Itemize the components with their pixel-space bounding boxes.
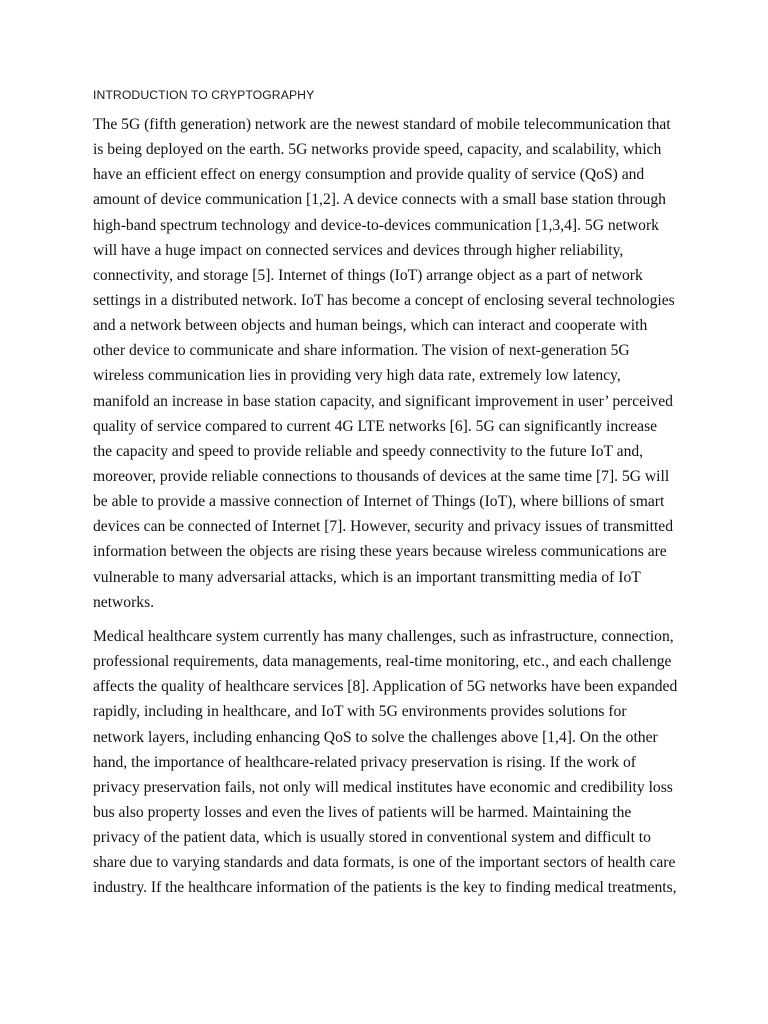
text-line: settings in a distributed network. IoT has become a concept of enclosing several technologies (93, 291, 675, 309)
text-line: industry. If the healthcare information of the patients is the key to finding medical treatments, (93, 879, 677, 897)
paragraph-2 (93, 624, 677, 901)
text-line: connectivity, and storage [5]. Internet of things (IoT) arrange object as a part of network (93, 266, 643, 284)
text-line: networks. (93, 593, 155, 611)
text-line: and a network between objects and human beings, which can interact and cooperate with (93, 317, 648, 335)
paragraph-1 (93, 112, 675, 615)
text-line: share due to varying standards and data formats, is one of the important sectors of health care (93, 854, 676, 872)
text-line: amount of device communication [1,2]. A device connects with a small base station through (93, 191, 666, 209)
text-line: moreover, provide reliable connections to thousands of devices at the same time [7]. 5G will (93, 467, 670, 485)
text-line: is being deployed on the earth. 5G networks provide speed, capacity, and scalability, which (93, 141, 662, 159)
text-line: devices can be connected of Internet [7]. However, security and privacy issues of transmitted (93, 518, 674, 536)
text-line: the capacity and speed to provide reliable and speedy connectivity to the future IoT and, (93, 442, 644, 460)
text-line: will have a huge impact on connected services and devices through higher reliability, (93, 241, 624, 259)
text-line: high-band spectrum technology and device-to-devices communication [1,3,4]. 5G network (93, 216, 659, 234)
text-line: privacy of the patient data, which is usually stored in conventional system and difficult to (93, 829, 651, 847)
text-line: privacy preservation fails, not only will medical institutes have economic and credibility loss (93, 778, 673, 796)
text-line: other device to communicate and share information. The vision of next-generation 5G (93, 342, 630, 360)
text-line: vulnerable to many adversarial attacks, which is an important transmitting media of IoT (93, 568, 641, 586)
text-line: manifold an increase in base station capacity, and significant improvement in user’ perceived (93, 392, 673, 410)
text-line: be able to provide a massive connection of Internet of Things (IoT), where billions of smart (93, 493, 665, 511)
text-line: network layers, including enhancing QoS to solve the challenges above [1,4]. On the other (93, 728, 658, 746)
text-line: bus also property losses and even the lives of patients will be harmed. Maintaining the (93, 803, 632, 821)
text-line: wireless communication lies in providing very high data rate, extremely low latency, (93, 367, 621, 385)
text-line: have an efficient effect on energy consumption and provide quality of service (QoS) and (93, 166, 645, 184)
text-line: affects the quality of healthcare services [8]. Application of 5G networks have been expanded (93, 678, 678, 696)
text-line: The 5G (fifth generation) network are the newest standard of mobile telecommunication that (93, 116, 671, 133)
text-line: hand, the importance of healthcare-related privacy preservation is rising. If the work of (93, 753, 636, 771)
text-line: professional requirements, data managements, real-time monitoring, etc., and each challenge (93, 653, 672, 671)
text-line: information between the objects are rising these years because wireless communications are (93, 543, 667, 561)
text-line: Medical healthcare system currently has many challenges, such as infrastructure, connection, (93, 628, 674, 645)
text-line: quality of service compared to current 4G LTE networks [6]. 5G can significantly increase (93, 417, 658, 435)
text-line: rapidly, including in healthcare, and IoT with 5G environments provides solutions for (93, 703, 627, 721)
section-heading: INTRODUCTION TO CRYPTOGRAPHY (93, 88, 315, 102)
